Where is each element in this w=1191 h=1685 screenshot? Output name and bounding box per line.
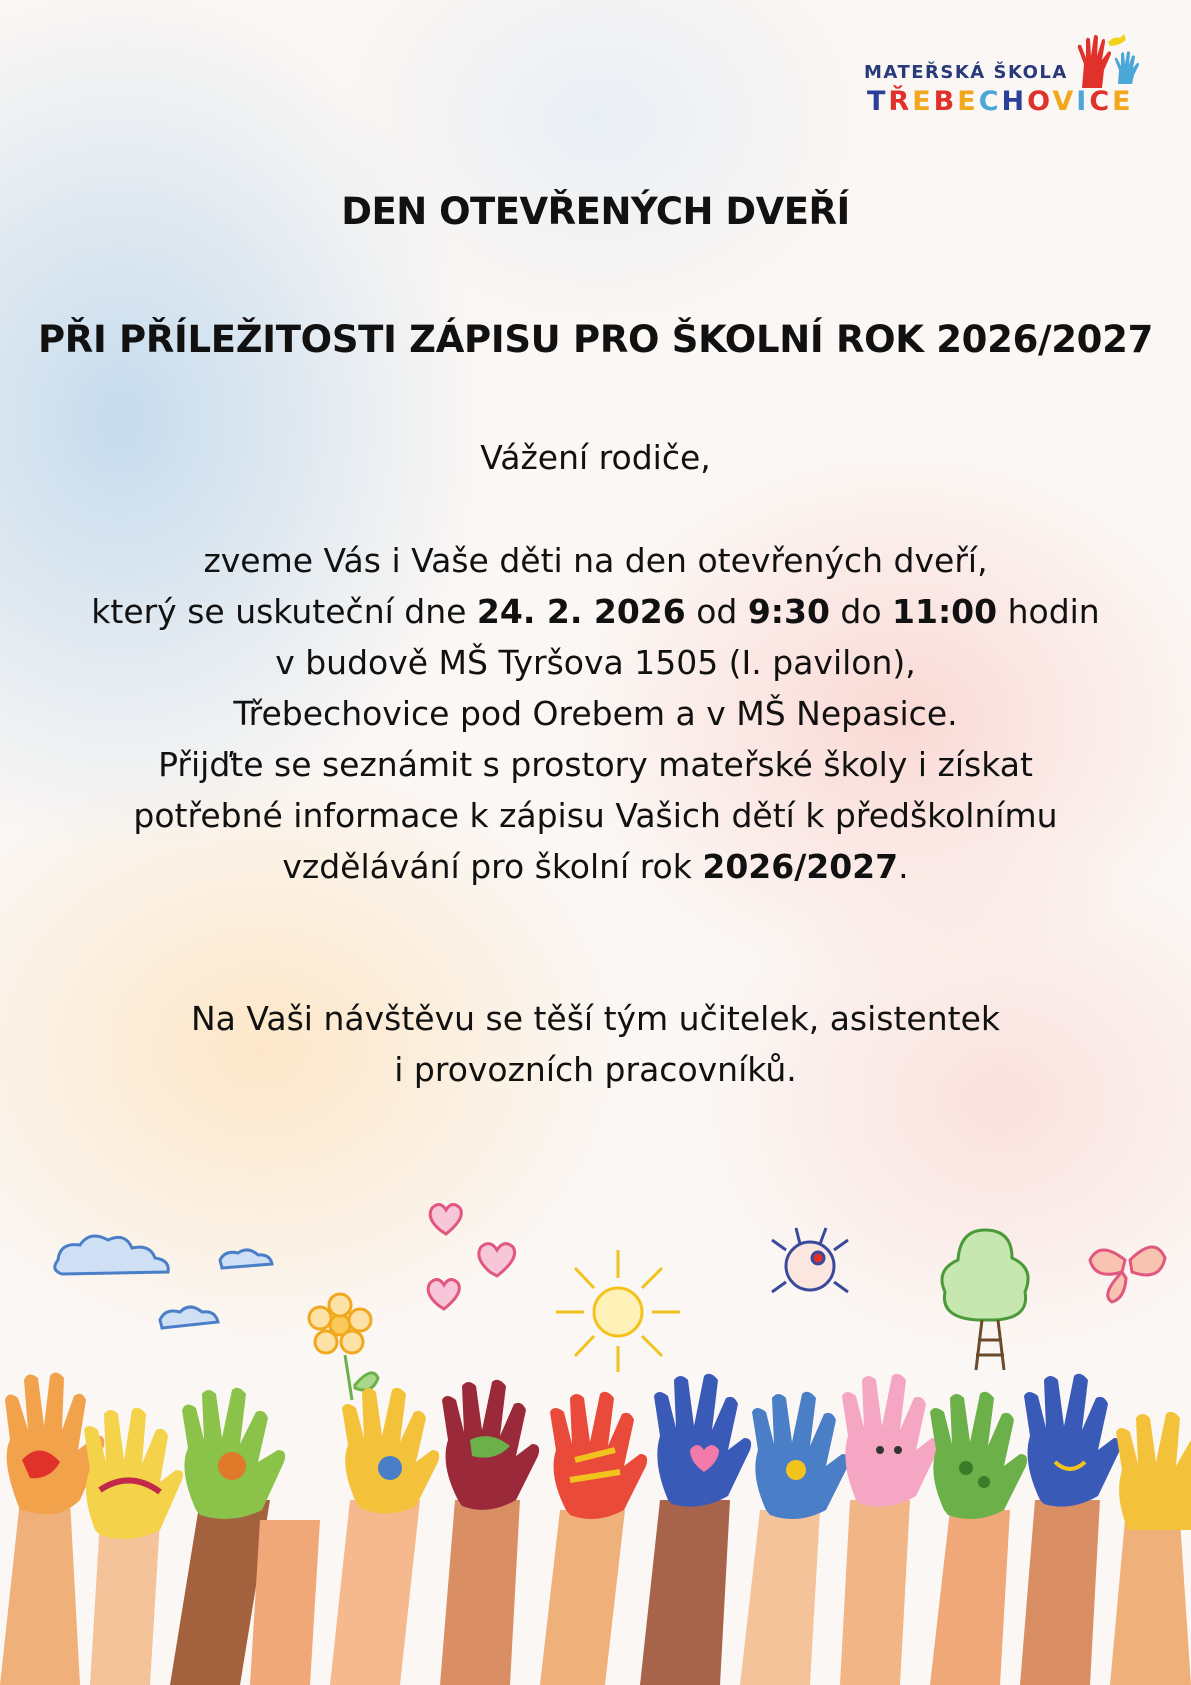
logo-school-type: MATEŘSKÁ ŠKOLA: [864, 62, 1068, 83]
body-line-5: Přijďte se seznámit s prostory mateřské školy i získat: [158, 745, 1033, 784]
cloud-doodle-icon: [55, 1236, 272, 1328]
butterfly-doodle-icon: [1090, 1247, 1165, 1302]
event-end-time: 11:00: [892, 592, 998, 631]
logo-letter: E: [912, 86, 934, 117]
logo-letter: O: [1027, 86, 1053, 117]
body-line-2-text: který se uskuteční dne: [91, 592, 477, 631]
body-line-6: potřebné informace k zápisu Vašich dětí k předškolnímu: [133, 796, 1058, 835]
logo-letter: B: [933, 86, 958, 117]
school-logo: [862, 34, 1152, 124]
body-line-3: v budově MŠ Tyršova 1505 (I. pavilon),: [275, 643, 916, 682]
logo-letter: T: [867, 86, 889, 117]
logo-letter: H: [1001, 86, 1028, 117]
tree-doodle-icon: [942, 1230, 1028, 1370]
page-subtitle: PŘI PŘÍLEŽITOSTI ZÁPISU PRO ŠKOLNÍ ROK 2026/2027: [37, 318, 1154, 361]
logo-letter: V: [1052, 86, 1077, 117]
body-line-2-to-label: do: [829, 592, 893, 631]
body-line-7-period: .: [898, 847, 909, 886]
heart-doodle-icon: [428, 1204, 514, 1309]
body-line-7-text: vzdělávání pro školní rok: [282, 847, 703, 886]
body-line-4: Třebechovice pod Orebem a v MŠ Nepasice.: [233, 694, 958, 733]
painted-hand-icon: [5, 1372, 1191, 1539]
ladybug-doodle-icon: [772, 1228, 848, 1292]
hands-logo-icon: [1074, 34, 1144, 90]
body-line-2-from-label: od: [685, 592, 748, 631]
logo-letter: E: [957, 86, 979, 117]
body-line-2: [0, 586, 1191, 637]
logo-letter: Ř: [888, 86, 913, 117]
logo-letter: I: [1076, 86, 1090, 117]
arm-icon: [0, 1500, 1191, 1685]
painted-hands-illustration: [0, 1200, 1191, 1685]
event-start-time: 9:30: [747, 592, 830, 631]
flower-doodle-icon: [309, 1294, 378, 1400]
event-date: 24. 2. 2026: [476, 592, 686, 631]
logo-letter: E: [1112, 86, 1134, 117]
school-year: 2026/2027: [702, 847, 899, 886]
body-line-2-suffix: hodin: [997, 592, 1100, 631]
logo-letter: C: [978, 86, 1002, 117]
closing-text: [0, 993, 1191, 1095]
sun-doodle-icon: [556, 1250, 680, 1372]
logo-letter: C: [1089, 86, 1113, 117]
closing-line-2: i provozních pracovníků.: [394, 1050, 797, 1089]
invitation-text: [0, 535, 1191, 892]
body-line-1: zveme Vás i Vaše děti na den otevřených dveří,: [203, 541, 988, 580]
page-title: DEN OTEVŘENÝCH DVEŘÍ: [341, 190, 850, 233]
logo-town-name: [867, 86, 1134, 117]
body-line-7: [0, 841, 1191, 892]
closing-line-1: Na Vaši návštěvu se těší tým učitelek, asistentek: [190, 999, 1000, 1038]
greeting: Vážení rodiče,: [480, 438, 711, 477]
